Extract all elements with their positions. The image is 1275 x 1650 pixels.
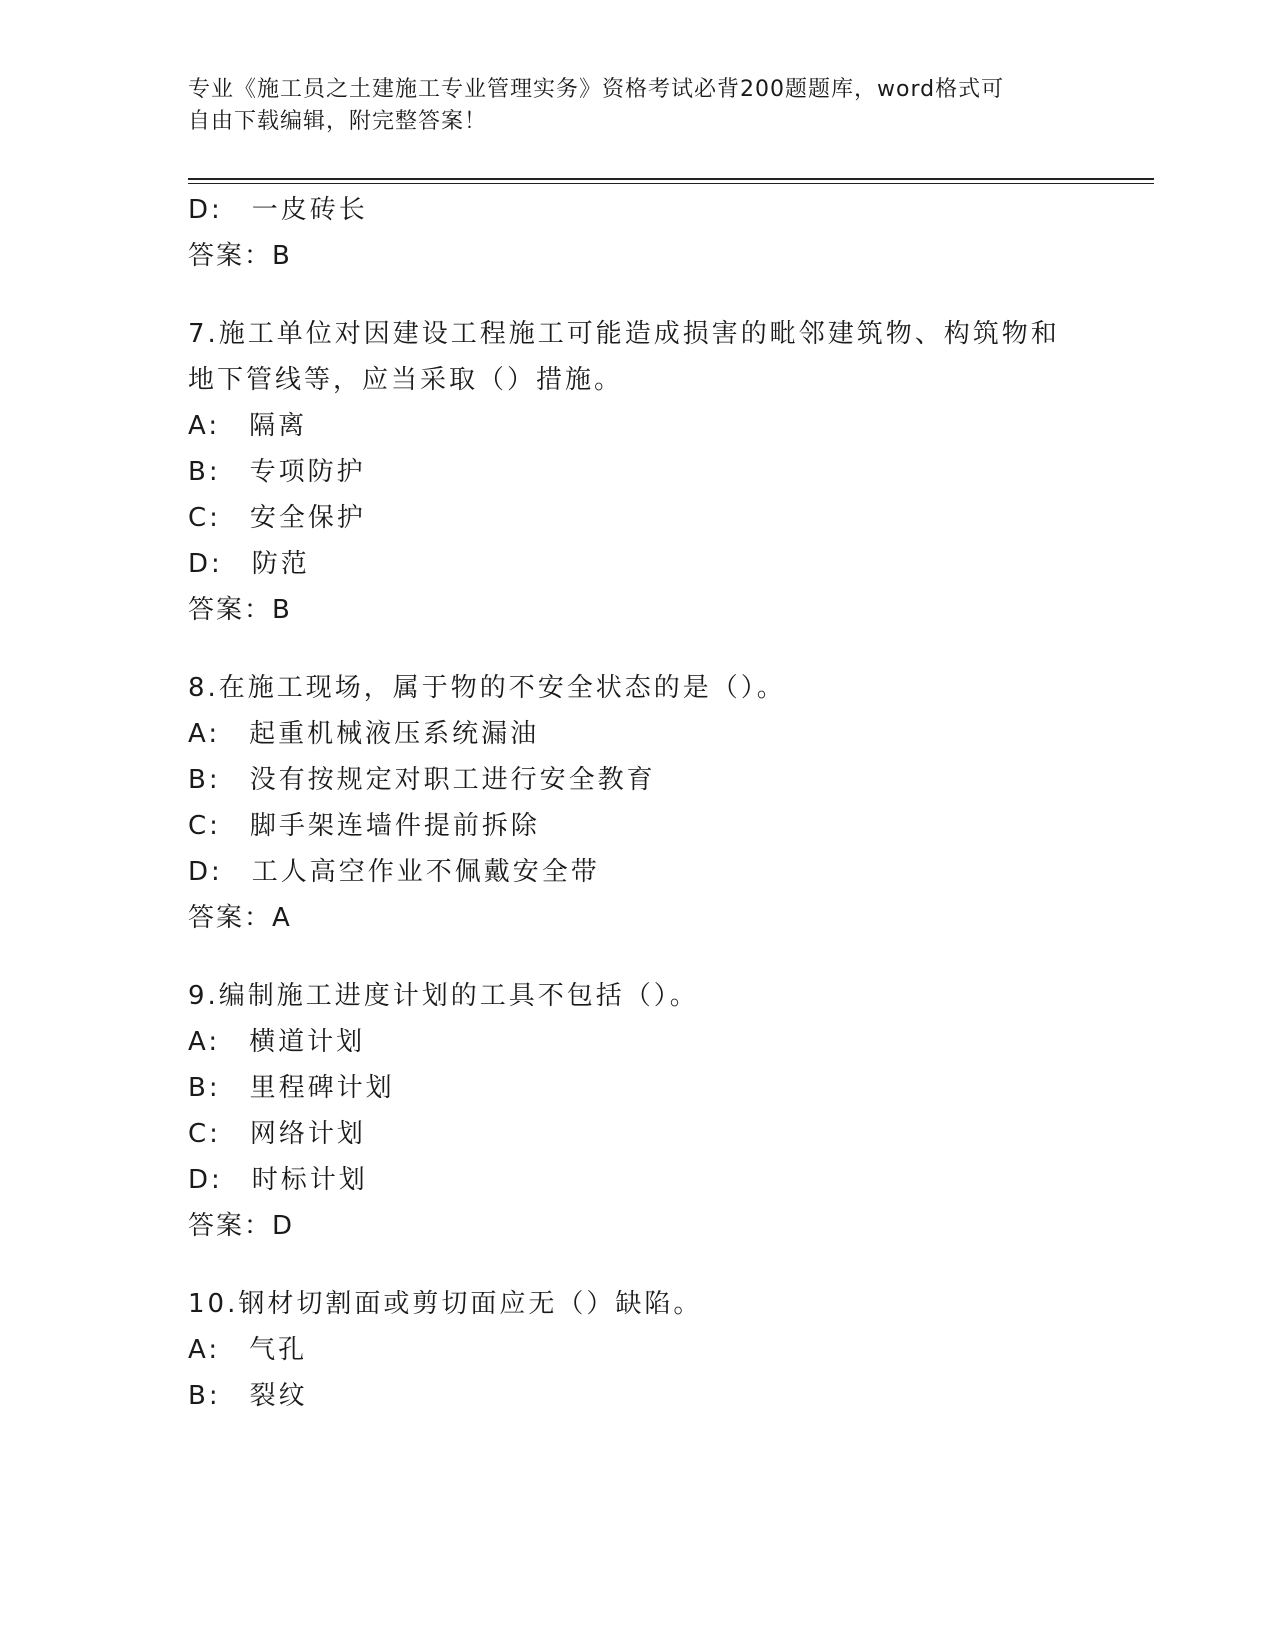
option-a: A: 起重机械液压系统漏油 [188,719,540,749]
header-title-line1: 专业《施工员之土建施工专业管理实务》资格考试必背200题题库，word格式可 [188,77,1005,102]
option-b: B: 专项防护 [188,457,366,487]
option-b: B: 没有按规定对职工进行安全教育 [188,765,656,795]
answer-line: 答案：B [188,595,292,625]
option-a: A: 隔离 [188,411,308,441]
option-d: D: 时标计划 [188,1165,368,1195]
question-text: 10.钢材切割面或剪切面应无（）缺陷。 [188,1289,703,1319]
question-7 [188,311,1088,633]
question-10 [188,1281,1088,1419]
question-text: 7.施工单位对因建设工程施工可能造成损害的毗邻建筑物、构筑物和 [188,319,1060,349]
option-b: B: 里程碑计划 [188,1073,395,1103]
option-c: C: 安全保护 [188,503,366,533]
previous-question-tail [188,187,1088,279]
answer-line: 答案：A [188,903,292,933]
option-d: D: 工人高空作业不佩戴安全带 [188,857,600,887]
answer-line: 答案：D [188,1211,295,1241]
question-8 [188,665,1088,941]
header-title-line2: 自由下载编辑，附完整答案！ [188,109,488,134]
header-divider-thin [188,183,1154,184]
question-text: 8.在施工现场，属于物的不安全状态的是（）。 [188,673,786,703]
question-list [188,187,1088,1419]
answer-line: 答案：B [188,241,292,271]
page-header [188,74,1068,138]
option-a: A: 横道计划 [188,1027,366,1057]
option-a: A: 气孔 [188,1335,308,1365]
question-text-cont: 地下管线等，应当采取（）措施。 [188,365,624,395]
option-d: D: 一皮砖长 [188,195,368,225]
option-c: C: 网络计划 [188,1119,366,1149]
option-d: D: 防范 [188,549,310,579]
option-b: B: 裂纹 [188,1381,308,1411]
question-9 [188,973,1088,1249]
option-c: C: 脚手架连墙件提前拆除 [188,811,540,841]
header-divider [188,178,1154,180]
question-text: 9.编制施工进度计划的工具不包括（）。 [188,981,699,1011]
